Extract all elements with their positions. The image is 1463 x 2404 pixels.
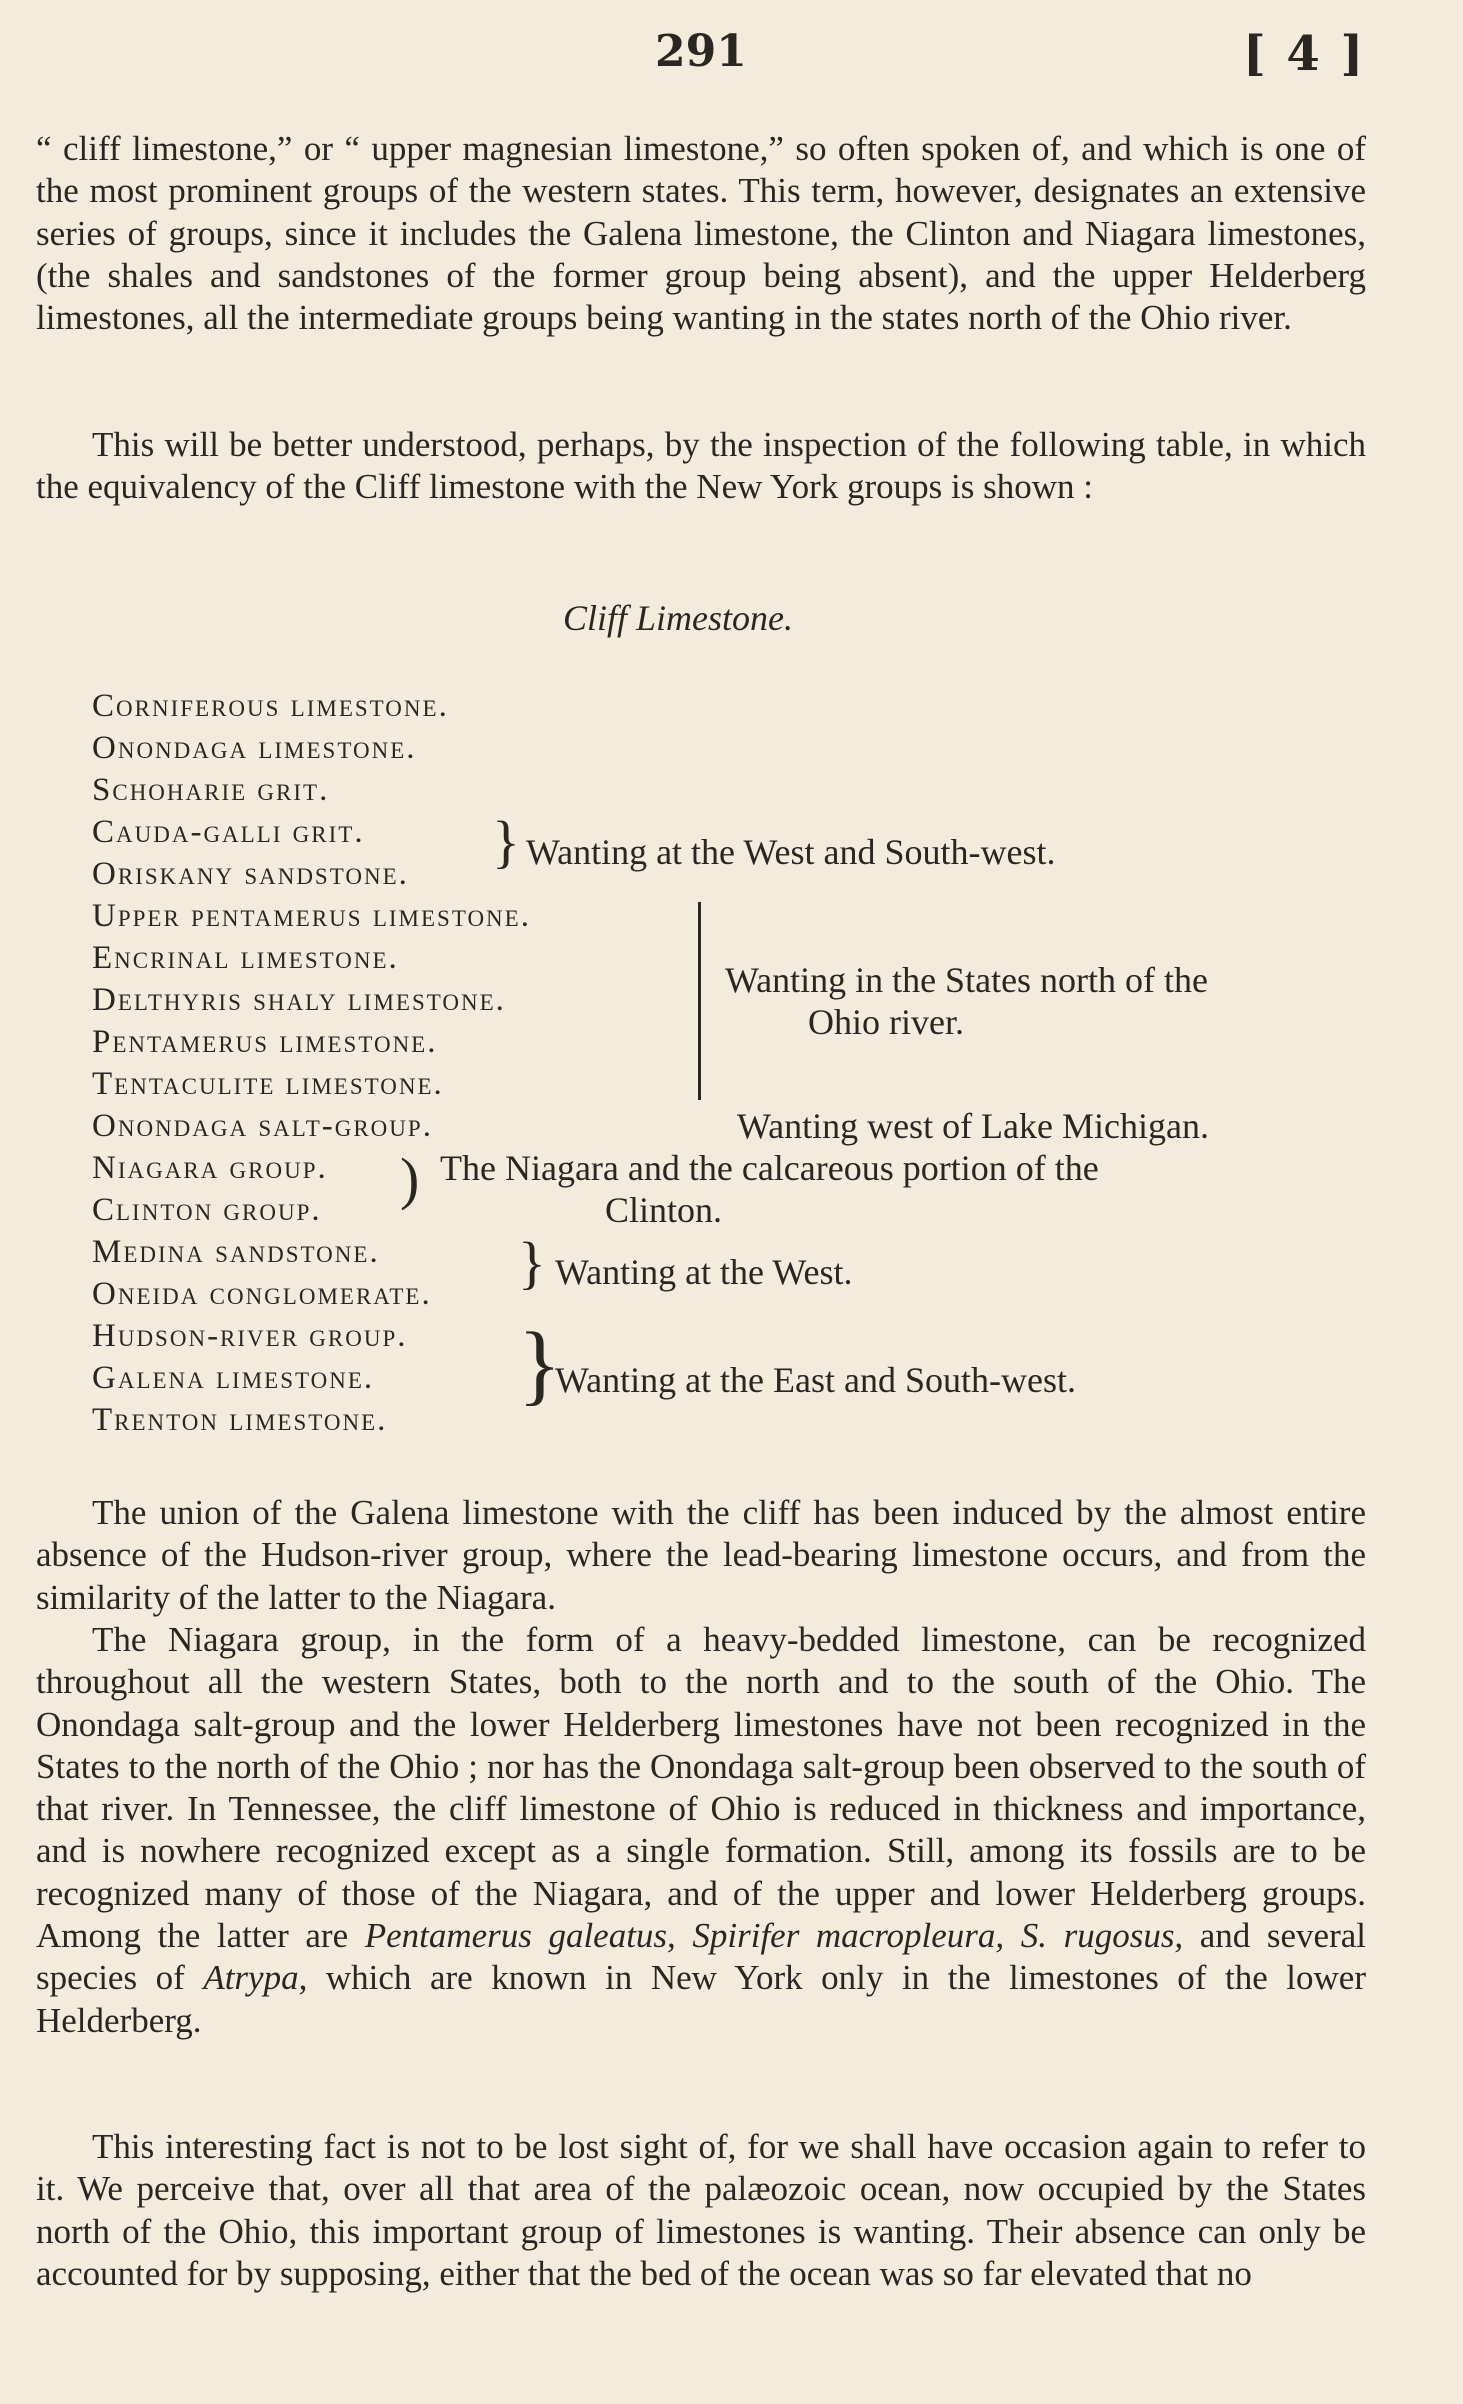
- group-name: Pentamerus limestone.: [92, 1024, 438, 1060]
- group-name: Delthyris shaly limestone.: [92, 982, 506, 1018]
- document-reference: [ 4 ]: [1243, 26, 1366, 82]
- group-name: Onondaga limestone.: [92, 730, 417, 766]
- group-name: Upper pentamerus limestone.: [92, 898, 531, 934]
- group-name: Tentaculite limestone.: [92, 1066, 444, 1102]
- paragraph-niagara-group: [36, 1619, 1366, 2042]
- group-name: Onondaga salt-group.: [92, 1108, 433, 1144]
- note-wanting-east-southwest: Wanting at the East and South-west.: [555, 1360, 1076, 1400]
- note-wanting-west-southwest: Wanting at the West and South-west.: [526, 832, 1056, 872]
- paragraph-text: which are known in New York only in the limestones of the lower Helderberg.: [36, 1958, 1366, 2040]
- group-name: Corniferous limestone.: [92, 688, 449, 724]
- group-name: Cauda-galli grit.: [92, 814, 365, 850]
- bracket-line: [698, 902, 701, 1100]
- brace: ): [400, 1146, 420, 1211]
- paragraph-galena-union: The union of the Galena limestone with the cliff has been induced by the almost entire absence of the Hudson-river group, where the lead-bearing limestone occurs, and from the similarity of the latter to the Niagara.: [36, 1493, 1366, 1617]
- paragraph-cliff-limestone: “ cliff limestone,” or “ upper magnesian limestone,” so often spoken of, and which is one of the most prominent groups of the western states. This term, however, designates an extensive series of groups, since it includes the Galena limestone, the Clinton and Niagara limestones, (the shales and sandstones of the former group being absent), and the upper Helderberg limestones, all the intermediate groups being wanting in the states north of the Ohio river.: [36, 129, 1366, 338]
- group-name: Oneida conglomerate.: [92, 1276, 432, 1312]
- group-name: Oriskany sandstone.: [92, 856, 409, 892]
- page-number: 291: [655, 26, 747, 77]
- group-name: Niagara group.: [92, 1150, 328, 1186]
- group-name: Encrinal limestone.: [92, 940, 399, 976]
- note-wanting-north-ohio: Wanting in the States north of the: [725, 960, 1209, 1000]
- brace: }: [518, 1315, 562, 1414]
- table-title: Cliff Limestone.: [563, 598, 794, 638]
- paragraph-text: and several species of: [36, 1916, 1366, 1998]
- page-header: [0, 26, 1463, 86]
- group-name: Clinton group.: [92, 1192, 322, 1228]
- group-name: Medina sandstone.: [92, 1234, 380, 1270]
- paragraph-text: The Niagara group, in the form of a heavy-bedded limestone, can be recognized throughout all the western States, both to the north and to the south of the Ohio. The Onondaga salt-group and the lower Helderberg limestones have not been recognized in the States to the north of the Ohio ; nor has the Onondaga salt-group been observed to the south of that river. In Tennessee, the cliff limestone of Ohio is reduced in thickness and importance, and is nowhere recognized except as a single formation. Still, among its fossils are to be recognized many of those of the Niagara, and of the upper and lower Helderberg groups. Among the latter are: [36, 1620, 1366, 1956]
- note-wanting-north-ohio-cont: Ohio river.: [808, 1002, 964, 1042]
- brace: }: [492, 809, 520, 874]
- note-wanting-west: Wanting at the West.: [555, 1252, 853, 1292]
- paragraph-table-intro: This will be better understood, perhaps, by the inspection of the following table, in which the equivalency of the Cliff limestone with the New York groups is shown :: [36, 425, 1366, 507]
- equivalency-table: [0, 680, 1463, 1460]
- note-wanting-lake-michigan: Wanting west of Lake Michigan.: [737, 1106, 1209, 1146]
- brace: }: [518, 1230, 546, 1295]
- group-name: Hudson-river group.: [92, 1318, 408, 1354]
- species-names: Pentamerus galeatus, Spirifer macropleura, S. rugosus,: [364, 1916, 1184, 1956]
- note-niagara-calcareous: The Niagara and the calcareous portion of the: [440, 1148, 1099, 1188]
- group-name: Galena limestone.: [92, 1360, 375, 1396]
- species-name: Atrypa,: [203, 1958, 308, 1998]
- note-niagara-calcareous-cont: Clinton.: [605, 1190, 723, 1230]
- group-name: Schoharie grit.: [92, 772, 330, 808]
- paragraph-interesting-fact: This interesting fact is not to be lost sight of, for we shall have occasion again to refer to it. We perceive that, over all that area of the palæozoic ocean, now occupied by the States north of the Ohio, this important group of limestones is wanting. Their absence can only be accounted for by supposing, either that the bed of the ocean was so far elevated that no: [36, 2127, 1366, 2293]
- group-name: Trenton limestone.: [92, 1402, 388, 1438]
